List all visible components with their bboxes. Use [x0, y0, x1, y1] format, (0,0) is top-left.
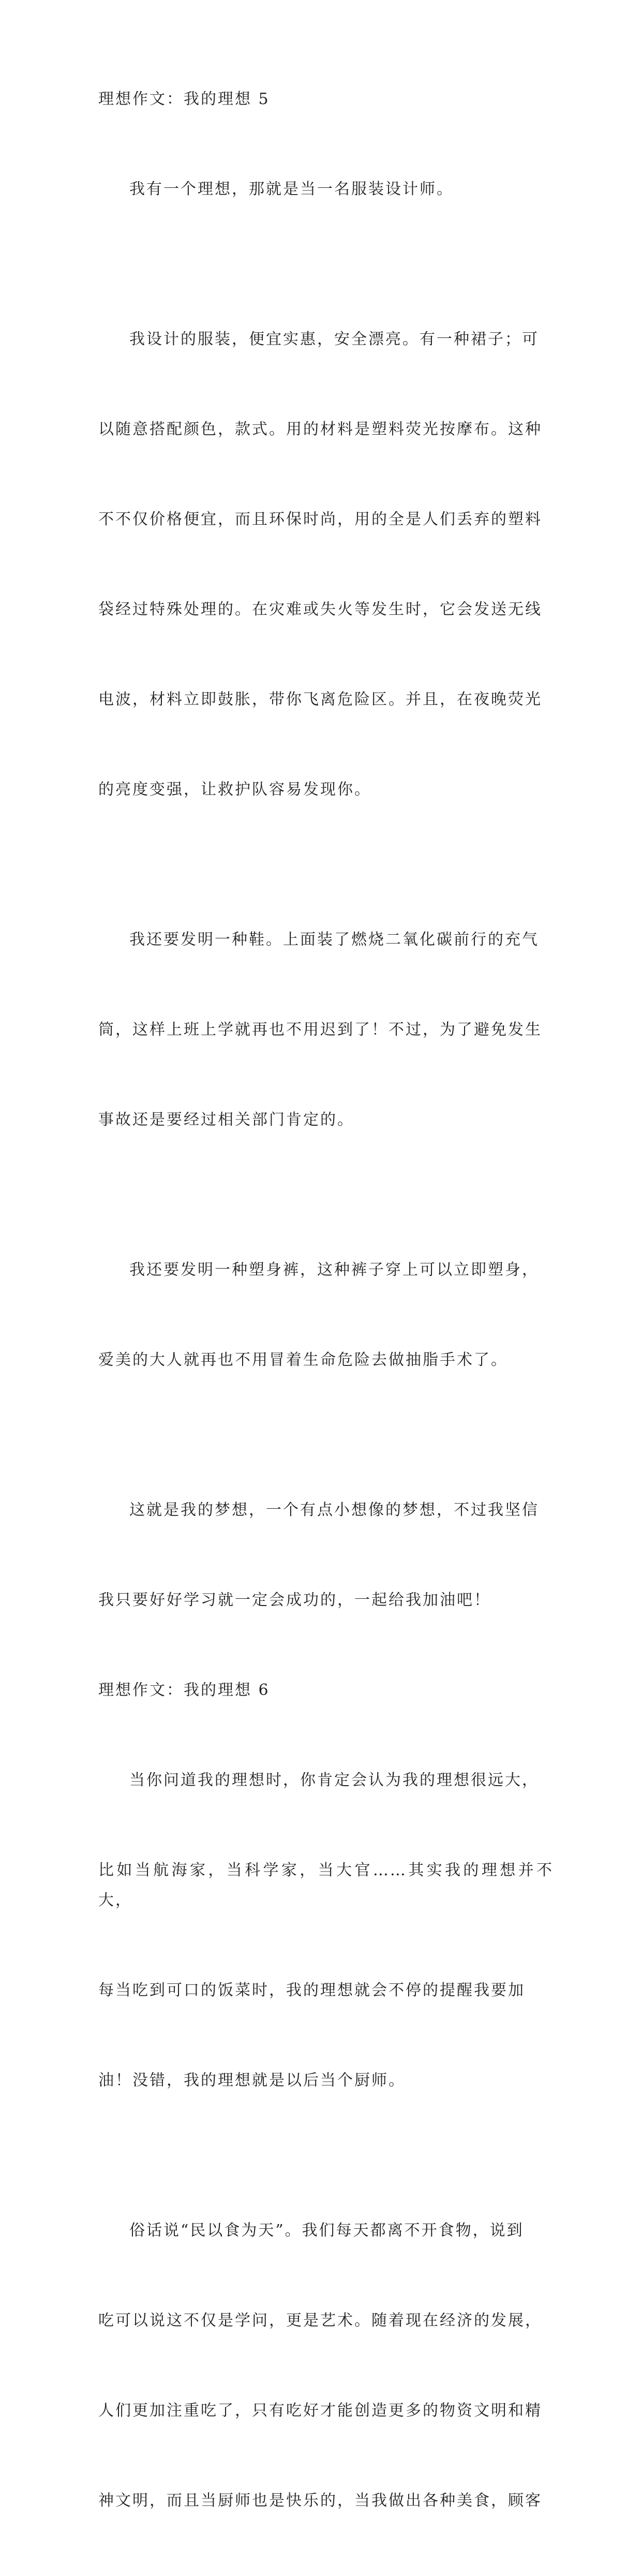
text-line: 吃可以说这不仅是学问，更是艺术。随着现在经济的发展，: [98, 2312, 542, 2330]
text-line: 神文明，而且当厨师也是快乐的，当我做出各种美食，顾客: [98, 2492, 542, 2510]
text-line: 我还要发明一种塑身裤，这种裤子穿上可以立即塑身，: [129, 1261, 539, 1279]
section-heading: 理想作文：我的理想 6: [98, 1681, 270, 1699]
text-line: 我有一个理想，那就是当一名服装设计师。: [129, 180, 454, 198]
text-line: 我只要好好学习就一定会成功的，一起给我加油吧！: [98, 1591, 491, 1609]
paragraph: [98, 1435, 554, 1675]
text-line: 每当吃到可口的饭菜时，我的理想就会不停的提醒我要加: [98, 1981, 525, 1999]
text-line: 事故还是要经过相关部门肯定的。: [98, 1111, 354, 1129]
paragraph: [98, 2156, 554, 2576]
paragraph: [98, 264, 554, 865]
paragraph: [98, 1705, 554, 2156]
text-line: 当你问道我的理想时，你肯定会认为我的理想很远大，: [129, 1771, 539, 1789]
section-heading: 理想作文：我的理想 5: [98, 90, 270, 108]
paragraph: [98, 1195, 554, 1435]
text-line: 筒，这样上班上学就再也不用迟到了！不过，为了避免发生: [98, 1021, 542, 1039]
essay-section: [98, 84, 554, 1675]
text-line: 以随意搭配颜色，款式。用的材料是塑料荧光按摩布。这种: [98, 420, 542, 438]
essay-section: [98, 1675, 554, 2576]
paragraph: [98, 865, 554, 1195]
text-line: 的亮度变强，让救护队容易发现你。: [98, 781, 371, 799]
text-line: 俗话说“民以食为天”。我们每天都离不开食物，说到: [129, 2221, 524, 2240]
text-line: 我还要发明一种鞋。上面装了燃烧二氧化碳前行的充气: [129, 931, 539, 949]
text-line: 人们更加注重吃了，只有吃好才能创造更多的物资文明和精: [98, 2402, 542, 2420]
text-line: 不不仅价格便宜，而且环保时尚，用的全是人们丢弃的塑料: [98, 510, 542, 528]
document-page: [98, 84, 554, 2576]
paragraph: [98, 114, 554, 264]
text-line: 电波，材料立即鼓胀，带你飞离危险区。并且，在夜晚荧光: [98, 690, 542, 709]
text-line: 袋经过特殊处理的。在灾难或失火等发生时，它会发送无线: [98, 600, 542, 619]
text-line: 这就是我的梦想，一个有点小想像的梦想，不过我坚信: [129, 1501, 539, 1519]
text-line: 油！没错，我的理想就是以后当个厨师。: [98, 2071, 406, 2089]
text-line: 爱美的大人就再也不用冒着生命危险去做抽脂手术了。: [98, 1351, 508, 1369]
text-line: 我设计的服装，便宜实惠，安全漂亮。有一种裙子；可: [129, 330, 539, 348]
text-line: 比如当航海家，当科学家，当大官……其实我的理想并不大，: [98, 1861, 554, 1909]
